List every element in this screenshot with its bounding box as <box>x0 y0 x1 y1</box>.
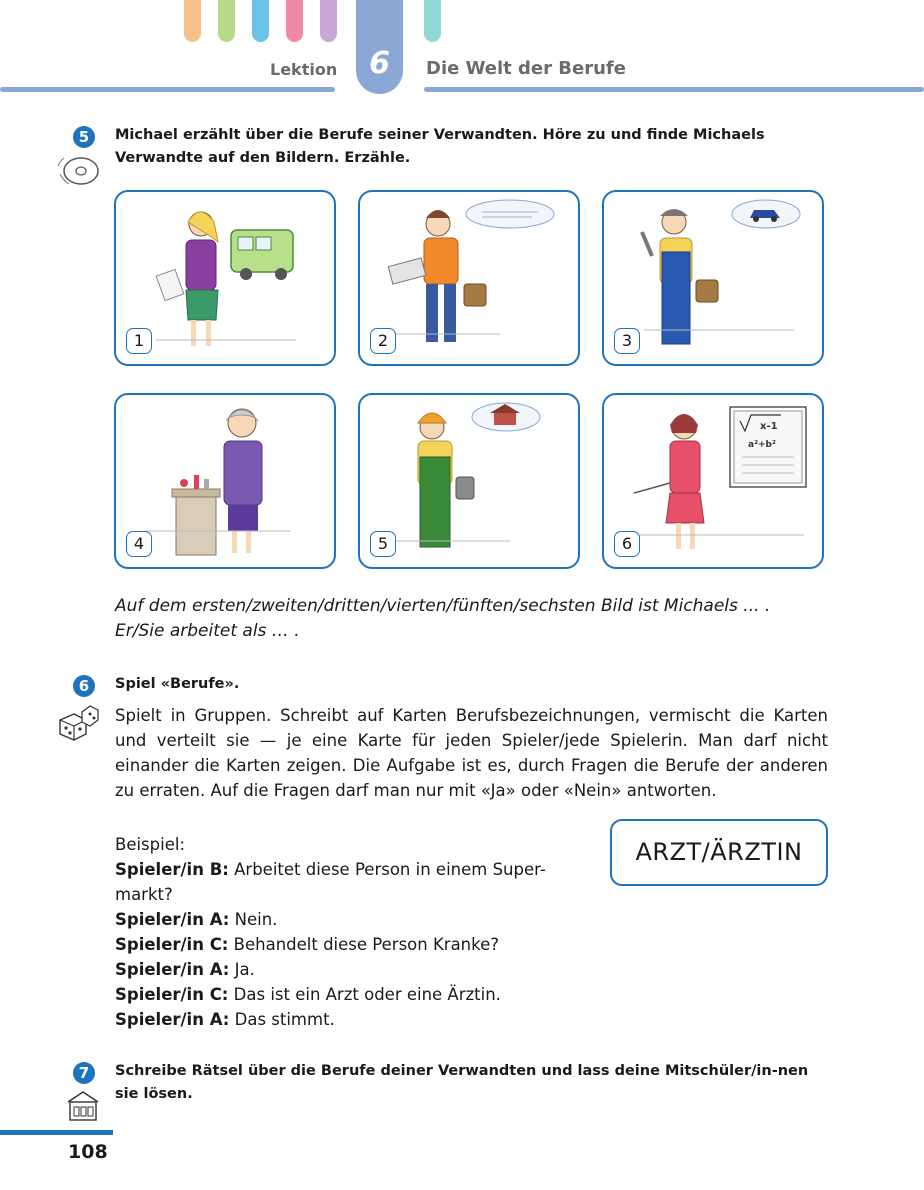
dialog-text: Das ist ein Arzt oder eine Ärztin. <box>233 985 501 1004</box>
header-tab <box>252 0 269 42</box>
dialog-line <box>115 1007 605 1032</box>
dialog-line <box>115 857 605 882</box>
example-label: Beispiel: <box>115 835 186 854</box>
picture-number: 2 <box>370 328 396 354</box>
task5-sentence-line1: Auf dem ersten/zweiten/dritten/vierten/fünften/sechsten Bild ist Michaels ... . <box>115 596 771 616</box>
header-tab <box>320 0 337 42</box>
speaker-label: Spieler/in B: <box>115 860 229 879</box>
page-number: 108 <box>68 1141 108 1163</box>
dialog-line <box>115 907 605 932</box>
dice-icon <box>56 702 100 742</box>
dialog-text: Nein. <box>234 910 278 929</box>
picture-number: 6 <box>614 531 640 557</box>
lektion-number: 6 <box>369 46 390 81</box>
picture-number: 4 <box>126 531 152 557</box>
task-number-5: 5 <box>73 126 95 148</box>
dialog-text: Das stimmt. <box>234 1010 335 1029</box>
speaker-label: Spieler/in C: <box>115 985 229 1004</box>
cd-icon <box>56 152 102 194</box>
task7-instruction: Schreibe Rätsel über die Berufe deiner Verwandten und lass deine Mitschüler/in-nen sie lösen. <box>115 1063 809 1102</box>
picture-number: 5 <box>370 531 396 557</box>
picture-card-5 <box>358 393 580 569</box>
dialog-line <box>115 957 605 982</box>
header-rule-right <box>424 87 924 92</box>
speaker-label: Spieler/in A: <box>115 960 230 979</box>
task-number-6: 6 <box>73 675 95 697</box>
header-tab <box>424 0 441 42</box>
picture-card-4 <box>114 393 336 569</box>
board-formula-1: x-1 <box>760 421 778 432</box>
speaker-label: Spieler/in A: <box>115 910 230 929</box>
picture-number: 3 <box>614 328 640 354</box>
lektion-label: Lektion <box>270 60 338 79</box>
picture-card-3 <box>602 190 824 366</box>
header-tab <box>286 0 303 42</box>
task5-sentence-line2: Er/Sie arbeitet als … . <box>115 621 300 641</box>
header-tab <box>184 0 201 42</box>
dialog-line <box>115 882 605 907</box>
header-tab <box>218 0 235 42</box>
picture-card-2 <box>358 190 580 366</box>
board-formula-2: a²+b² <box>748 440 776 450</box>
header-rule-left <box>0 87 335 92</box>
dialog-text: markt? <box>115 885 173 904</box>
picture-card-1 <box>114 190 336 366</box>
example-dialog <box>115 832 605 1032</box>
footer-rule <box>0 1130 113 1135</box>
task5-instruction: Michael erzählt über die Berufe seiner Verwandten. Höre zu und finde Michaels Verwandte auf den Bildern. Erzähle. <box>115 127 765 166</box>
dialog-line <box>115 982 605 1007</box>
speaker-label: Spieler/in A: <box>115 1010 230 1029</box>
picture-number: 1 <box>126 328 152 354</box>
dialog-line <box>115 932 605 957</box>
picture-card-6 <box>602 393 824 569</box>
speaker-label: Spieler/in C: <box>115 935 229 954</box>
task6-title: Spiel «Berufe». <box>115 676 240 692</box>
dialog-text: Ja. <box>234 960 255 979</box>
profession-card: ARZT/ÄRZTIN <box>610 819 828 886</box>
chapter-title: Die Welt der Berufe <box>426 58 626 79</box>
homework-icon <box>64 1088 102 1124</box>
task-number-7: 7 <box>73 1062 95 1084</box>
dialog-text: Arbeitet diese Person in einem Super- <box>234 860 546 879</box>
dialog-text: Behandelt diese Person Kranke? <box>233 935 500 954</box>
task6-instruction: Spielt in Gruppen. Schreibt auf Karten Berufsbezeichnungen, vermischt die Karten und verteilt sie — je eine Karte für jeden Spieler/jede Spielerin. Man darf nicht einander die Karten zeigen. Die Aufgabe ist es, durch Fragen die Berufe der anderen zu erraten. Auf die Fragen darf man nur mit «Ja» oder «Nein» antworten. <box>115 706 828 800</box>
